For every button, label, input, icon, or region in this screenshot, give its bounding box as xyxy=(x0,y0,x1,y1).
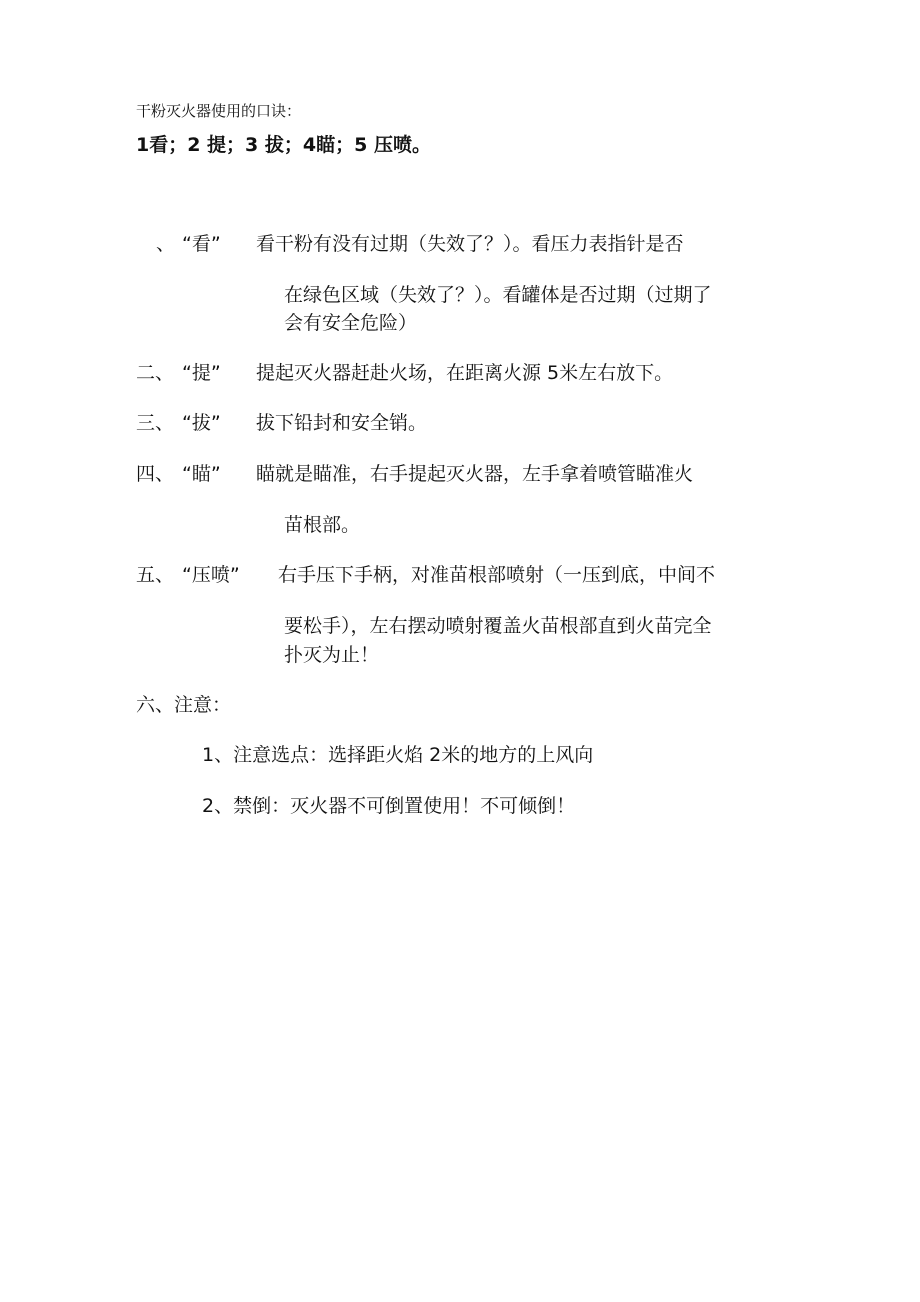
step-5-text-line-2: 要松手），左右摆动喷射覆盖火苗根部直到火苗完全 xyxy=(284,615,712,637)
step-1-number: 、 xyxy=(156,233,176,255)
step-1-text-line-3: 会有安全危险） xyxy=(284,312,418,334)
summary-line: 1看；2 提；3 拔；4瞄；5 压喷。 xyxy=(136,134,431,156)
step-2-keyword: “提” xyxy=(182,362,221,384)
step-4-keyword: “瞄” xyxy=(182,463,221,485)
note-item-2: 2、禁倒：灭火器不可倒置使用！不可倾倒！ xyxy=(202,795,576,817)
note-item-1: 1、注意选点：选择距火焰 2米的地方的上风向 xyxy=(202,744,594,766)
step-4-text-line-1: 瞄就是瞄准，右手提起灭火器，左手拿着喷管瞄准火 xyxy=(256,463,694,485)
step-5-number: 五、 xyxy=(136,564,175,586)
step-4-text-line-2: 苗根部。 xyxy=(284,514,361,536)
step-5-keyword: “压喷” xyxy=(182,564,240,586)
step-2-text-line-1: 提起灭火器赶赴火场，在距离火源 5米左右放下。 xyxy=(256,362,674,384)
step-3-number: 三、 xyxy=(136,412,175,434)
step-2-number: 二、 xyxy=(136,362,175,384)
step-5-text-line-1: 右手压下手柄，对准苗根部喷射（一压到底，中间不 xyxy=(278,564,716,586)
notes-title: 六、注意： xyxy=(136,694,232,716)
step-4-number: 四、 xyxy=(136,463,175,485)
step-1-text-line-2: 在绿色区域（失效了？）。看罐体是否过期（过期了 xyxy=(284,284,712,306)
step-3-text-line-1: 拔下铅封和安全销。 xyxy=(256,412,428,434)
step-3-keyword: “拔” xyxy=(182,412,221,434)
step-1-text-line-1: 看干粉有没有过期（失效了？）。看压力表指针是否 xyxy=(256,233,684,255)
page-title: 干粉灭火器使用的口诀： xyxy=(136,102,302,120)
step-5-text-line-3: 扑灭为止！ xyxy=(284,644,380,666)
step-1-keyword: “看” xyxy=(182,233,221,255)
